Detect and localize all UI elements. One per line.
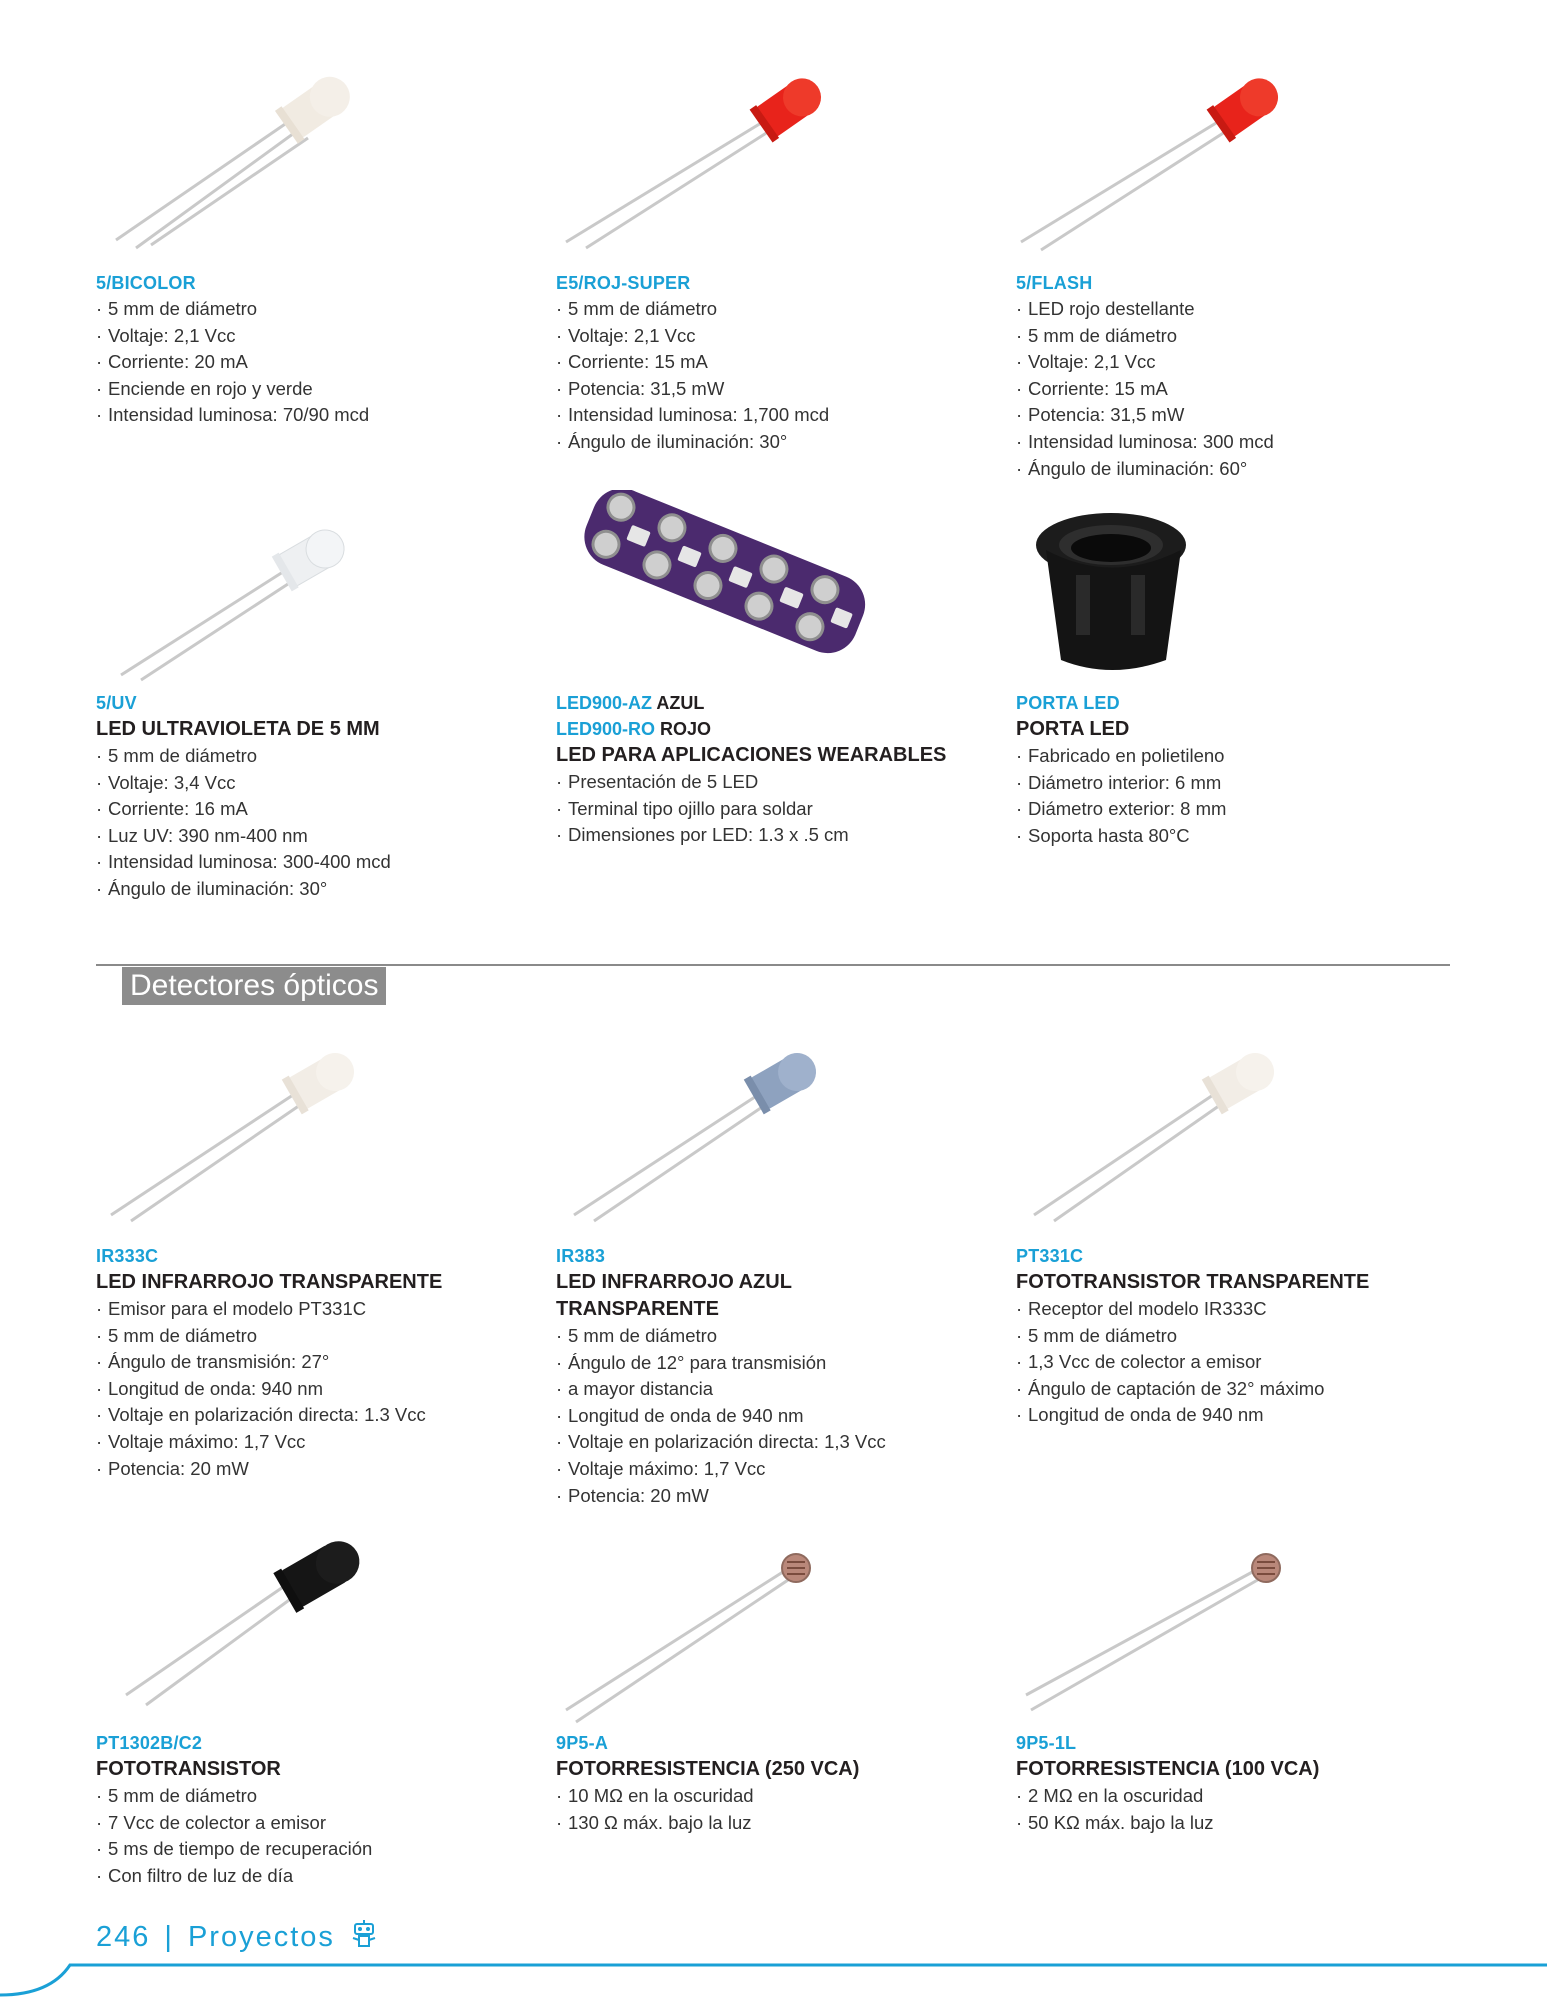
product-code: 9P5-A bbox=[556, 1733, 609, 1753]
spec-item: · Diámetro interior: 6 mm bbox=[1016, 770, 1466, 797]
spec-list bbox=[1016, 1783, 1466, 1836]
product-name-line2: TRANSPARENTE bbox=[556, 1298, 719, 1320]
product-name: FOTOTRANSISTOR bbox=[96, 1758, 281, 1780]
spec-item: · Ángulo de iluminación: 30° bbox=[96, 876, 546, 903]
product-code: 9P5-1L bbox=[1016, 1733, 1077, 1753]
product-name: LED PARA APLICACIONES WEARABLES bbox=[556, 744, 947, 766]
spec-item: · Longitud de onda: 940 nm bbox=[96, 1376, 546, 1403]
spec-list bbox=[1016, 296, 1466, 482]
spec-item: · Voltaje: 2,1 Vcc bbox=[96, 323, 546, 350]
product-e5-roj-super bbox=[556, 70, 1006, 456]
spec-item: · 5 mm de diámetro bbox=[96, 1783, 546, 1810]
spec-list bbox=[556, 296, 1006, 456]
page-number: 246 bbox=[96, 1921, 151, 1953]
spec-item: · 10 MΩ en la oscuridad bbox=[556, 1783, 1006, 1810]
spec-item: · Potencia: 31,5 mW bbox=[1016, 402, 1466, 429]
spec-item: · Ángulo de captación de 32° máximo bbox=[1016, 1376, 1466, 1403]
spec-item: · Ángulo de transmisión: 27° bbox=[96, 1349, 546, 1376]
product-pt1302b bbox=[96, 1530, 546, 1889]
spec-item: · Voltaje máximo: 1,7 Vcc bbox=[96, 1429, 546, 1456]
spec-item: · Potencia: 20 mW bbox=[96, 1456, 546, 1483]
spec-item: · 5 mm de diámetro bbox=[96, 1323, 546, 1350]
spec-item: · 5 mm de diámetro bbox=[1016, 323, 1466, 350]
spec-item: · Corriente: 16 mA bbox=[96, 796, 546, 823]
spec-item: · Voltaje en polarización directa: 1.3 Vcc bbox=[96, 1402, 546, 1429]
spec-item: · Longitud de onda de 940 nm bbox=[556, 1403, 1006, 1430]
spec-item: · Soporta hasta 80°C bbox=[1016, 823, 1466, 850]
spec-item: · Voltaje: 2,1 Vcc bbox=[556, 323, 1006, 350]
robot-icon bbox=[351, 1920, 377, 1958]
product-code-line bbox=[556, 690, 1006, 716]
spec-item: · Enciende en rojo y verde bbox=[96, 376, 546, 403]
footer-label: Proyectos bbox=[187, 1921, 335, 1953]
spec-item: · Receptor del modelo IR333C bbox=[1016, 1296, 1466, 1323]
product-9p5-a bbox=[556, 1530, 1006, 1836]
spec-list bbox=[1016, 743, 1466, 849]
product-code: PT1302B/C2 bbox=[96, 1733, 203, 1753]
spec-item: · Intensidad luminosa: 300 mcd bbox=[1016, 429, 1466, 456]
spec-item: · Dimensiones por LED: 1.3 x .5 cm bbox=[556, 822, 1006, 849]
spec-item: · Intensidad luminosa: 300-400 mcd bbox=[96, 849, 546, 876]
spec-item-continuation: · a mayor distancia bbox=[556, 1376, 1006, 1403]
product-name: LED INFRARROJO TRANSPARENTE bbox=[96, 1271, 443, 1293]
product-led900 bbox=[556, 490, 1006, 849]
spec-item: · 50 KΩ máx. bajo la luz bbox=[1016, 1810, 1466, 1837]
spec-item: · 5 mm de diámetro bbox=[556, 296, 1006, 323]
phototransistor-black-image bbox=[96, 1530, 376, 1730]
spec-list bbox=[96, 1296, 546, 1482]
page-footer bbox=[96, 1920, 377, 1958]
spec-list bbox=[96, 1783, 546, 1889]
spec-item: · Luz UV: 390 nm-400 nm bbox=[96, 823, 546, 850]
spec-item: · Longitud de onda de 940 nm bbox=[1016, 1402, 1466, 1429]
product-ir333c bbox=[96, 1043, 546, 1482]
product-name-line1: LED INFRARROJO AZUL bbox=[556, 1271, 792, 1293]
led-flash-image bbox=[1016, 70, 1296, 270]
product-code: 5/UV bbox=[96, 693, 137, 713]
spec-list bbox=[556, 1323, 1006, 1509]
spec-item: · 7 Vcc de colector a emisor bbox=[96, 1810, 546, 1837]
spec-item: · 2 MΩ en la oscuridad bbox=[1016, 1783, 1466, 1810]
product-color: ROJO bbox=[660, 719, 712, 739]
spec-item: · Potencia: 20 mW bbox=[556, 1483, 1006, 1510]
section-divider bbox=[96, 964, 1450, 966]
product-porta-led bbox=[1016, 490, 1466, 849]
spec-item: · Voltaje: 3,4 Vcc bbox=[96, 770, 546, 797]
product-code: IR383 bbox=[556, 1246, 606, 1266]
product-name: FOTOTRANSISTOR TRANSPARENTE bbox=[1016, 1271, 1370, 1293]
product-name: FOTORRESISTENCIA (100 VCA) bbox=[1016, 1758, 1320, 1780]
spec-item: · Intensidad luminosa: 70/90 mcd bbox=[96, 402, 546, 429]
product-code-line bbox=[556, 716, 1006, 742]
product-9p5-1l bbox=[1016, 1530, 1466, 1836]
product-name: PORTA LED bbox=[1016, 718, 1130, 740]
spec-item: · Emisor para el modelo PT331C bbox=[96, 1296, 546, 1323]
spec-item: · 5 ms de tiempo de recuperación bbox=[96, 1836, 546, 1863]
product-name: LED ULTRAVIOLETA DE 5 MM bbox=[96, 718, 380, 740]
photoresistor-image bbox=[556, 1530, 836, 1730]
led-ir-blue-image bbox=[556, 1043, 836, 1243]
led-wearable-image bbox=[556, 490, 886, 690]
led-ir-clear-image bbox=[96, 1043, 376, 1243]
spec-item: · Ángulo de iluminación: 60° bbox=[1016, 456, 1466, 483]
spec-item: · Ángulo de iluminación: 30° bbox=[556, 429, 1006, 456]
product-code: LED900-RO bbox=[556, 719, 656, 739]
footer-rule bbox=[0, 1955, 1547, 2000]
phototransistor-clear-image bbox=[1016, 1043, 1296, 1243]
product-color: AZUL bbox=[656, 693, 705, 713]
spec-item: · Voltaje máximo: 1,7 Vcc bbox=[556, 1456, 1006, 1483]
spec-item: · Corriente: 20 mA bbox=[96, 349, 546, 376]
product-code: E5/ROJ-SUPER bbox=[556, 273, 691, 293]
photoresistor-image bbox=[1016, 1530, 1296, 1730]
product-code: PORTA LED bbox=[1016, 693, 1120, 713]
section-title: Detectores ópticos bbox=[122, 967, 386, 1005]
product-5-flash bbox=[1016, 70, 1466, 482]
product-code: LED900-AZ bbox=[556, 693, 653, 713]
spec-item: · 1,3 Vcc de colector a emisor bbox=[1016, 1349, 1466, 1376]
product-code: PT331C bbox=[1016, 1246, 1084, 1266]
led-bicolor-image bbox=[96, 70, 376, 270]
spec-item: · 5 mm de diámetro bbox=[96, 743, 546, 770]
led-uv-image bbox=[96, 490, 376, 690]
spec-list bbox=[96, 743, 546, 903]
spec-item: · Con filtro de luz de día bbox=[96, 1863, 546, 1890]
footer-separator: | bbox=[164, 1921, 174, 1953]
spec-list bbox=[556, 769, 1006, 849]
led-holder-image bbox=[1016, 490, 1296, 690]
spec-item: · 5 mm de diámetro bbox=[96, 296, 546, 323]
spec-item: · Intensidad luminosa: 1,700 mcd bbox=[556, 402, 1006, 429]
product-code: IR333C bbox=[96, 1246, 159, 1266]
spec-item: · 5 mm de diámetro bbox=[556, 1323, 1006, 1350]
spec-item: · Voltaje: 2,1 Vcc bbox=[1016, 349, 1466, 376]
product-ir383 bbox=[556, 1043, 1006, 1509]
spec-item: · Corriente: 15 mA bbox=[556, 349, 1006, 376]
led-red-image bbox=[556, 70, 836, 270]
product-pt331c bbox=[1016, 1043, 1466, 1429]
product-code: 5/FLASH bbox=[1016, 273, 1093, 293]
product-5-uv bbox=[96, 490, 546, 903]
product-name: FOTORRESISTENCIA (250 VCA) bbox=[556, 1758, 860, 1780]
spec-item: · Fabricado en polietileno bbox=[1016, 743, 1466, 770]
spec-item: · 130 Ω máx. bajo la luz bbox=[556, 1810, 1006, 1837]
spec-list bbox=[96, 296, 546, 429]
spec-item: · Diámetro exterior: 8 mm bbox=[1016, 796, 1466, 823]
spec-list bbox=[1016, 1296, 1466, 1429]
spec-item: · Presentación de 5 LED bbox=[556, 769, 1006, 796]
product-code: 5/BICOLOR bbox=[96, 273, 196, 293]
spec-list bbox=[556, 1783, 1006, 1836]
spec-item: · 5 mm de diámetro bbox=[1016, 1323, 1466, 1350]
spec-item: · Potencia: 31,5 mW bbox=[556, 376, 1006, 403]
spec-item: · Corriente: 15 mA bbox=[1016, 376, 1466, 403]
spec-item: · Terminal tipo ojillo para soldar bbox=[556, 796, 1006, 823]
product-5-bicolor bbox=[96, 70, 546, 429]
spec-item: · LED rojo destellante bbox=[1016, 296, 1466, 323]
spec-item: · Ángulo de 12° para transmisión bbox=[556, 1350, 1006, 1377]
spec-item: · Voltaje en polarización directa: 1,3 Vcc bbox=[556, 1429, 1006, 1456]
